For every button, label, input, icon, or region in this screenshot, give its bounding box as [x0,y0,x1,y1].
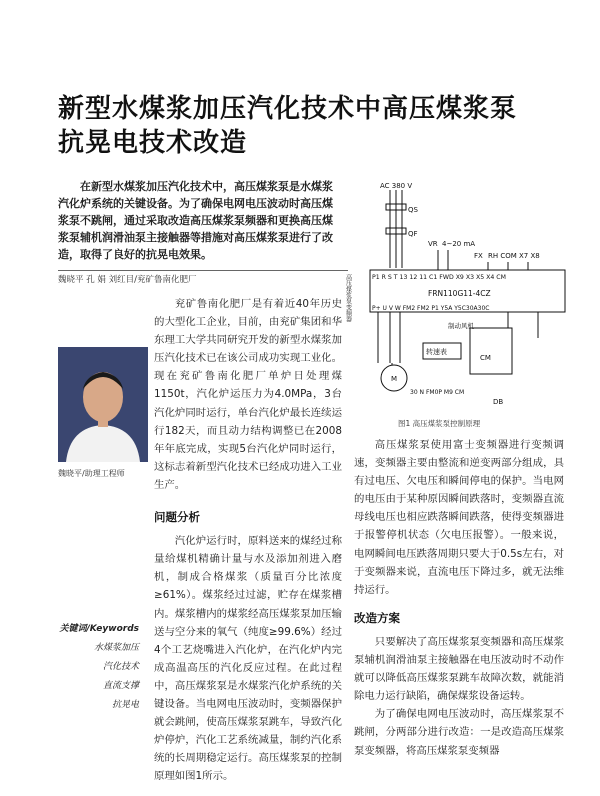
bottom-terminals: P+ U V W FM2 FM2 P1 Y5A Y5C30A30C [372,305,490,312]
fan-label: 制动风机 [448,322,474,330]
qf-label: QF [408,230,418,238]
keyword-item: 直流支撑 [102,681,139,691]
top-terminals: P1 R S T 13 12 11 C1 FWD X9 X3 X5 X4 CM [372,274,506,281]
control-circuit-diagram [344,178,573,416]
authors: 魏晓平 孔 娟 刘红目/兖矿鲁南化肥厂 [58,270,348,286]
section-heading-solution: 改造方案 [354,610,400,625]
bottom-text: 30 N FM0P M9 CM [410,389,465,396]
figure-caption: 图1 高压煤浆泵控制原理 [398,419,481,428]
author-photo [58,347,148,462]
abstract-text: 在新型水煤浆加压汽化技术中，高压煤浆泵是水煤浆汽化炉系统的关键设备。为了确保电网电压波动时高压煤浆泵不跳闸，通过采取改造高压煤浆泵频器和更换高压煤浆泵辅机润滑油泵主接触器等措施对高压煤浆泵进行了改造，取得了良好的抗晃电效果。 [58,180,333,261]
qs-label: QS [408,206,418,214]
article-title [58,92,578,160]
right-paragraph-3: 为了确保电网电压波动时，高压煤浆泵不跳闸，分两部分进行改造：一是改造高压煤浆泵变频器，将高压煤浆泵变频器 [354,708,564,757]
section-heading-problem: 问题分析 [154,510,200,525]
vr-label: VR [428,240,438,248]
keyword-item: 抗晃电 [111,700,139,710]
rh-label: RH COM X7 X8 [488,252,540,260]
cm-label: CM [480,354,491,362]
keywords [54,620,139,715]
vfd-model: FRN110G11-4CZ [428,289,491,298]
abstract [58,178,343,263]
column-right [354,436,564,760]
keyword-item: 汽化技术 [102,662,139,672]
intro-paragraph: 兖矿鲁南化肥厂是有着近40年历史的大型化工企业，目前，由兖矿集团和华东理工大学共同研究开发的新型水煤浆加压汽化技术已在该公司成功实现工业化。现在兖矿鲁南化肥厂单炉日处理煤1150t，汽化炉运压力为4.0MPa，3台汽化炉同时运行，单台汽化炉最长连续运行182天，而且动力结构调整已在2008年年底完成，实现5台汽化炉同时运行，这标志着新型汽化技术已经成功进入工业生产。 [154,298,342,491]
problem-paragraph: 汽化炉运行时，原料送来的煤经过称量给煤机精确计量与水及添加剂进入磨机，制成合格煤浆（质量百分比浓度≥61%）。煤浆经过过滤，贮存在煤浆槽内。煤浆槽内的煤浆经高压煤浆泵加压输送与空分来的氧气（纯度≥99.6%）经过4个工艺烧嘴进入汽化炉，在汽化炉内完成高温高压的汽化反应过程。在此过程中，高压煤浆泵是水煤浆汽化炉系统的关键设备。当电网电压波动时，变频器保护就会跳闸，使高压煤浆泵跳车，导致汽化炉停炉，汽化工艺系统减量，制约汽化系统的长周期稳定运行。高压煤浆泵的控制原理如图1所示。 [154,535,342,783]
title-line-1: 新型水煤浆加压汽化技术中高压煤浆泵 [58,94,518,124]
portrait-image [58,347,148,462]
motor-label: M [391,375,398,383]
keywords-label: 关键词/Keywords [59,624,139,634]
keyword-item: 水煤浆加压 [93,643,139,653]
right-paragraph-1: 高压煤浆泵使用富士变频器进行变频调速，变频器主要由整流和逆变两部分组成，具有过电压、欠电压和瞬间停电的保护。当电网的电压由于某种原因瞬间跌落时，变频器直流母线电压也相应跌落瞬间跌落，使得变频器进于报警停机状态（欠电压报警）。一般来说，电网瞬间电压跌落周期只要大于0.5s左右，对于变频器来说，直流电压下降过多，就无法维持运行。 [354,439,564,596]
ac-label: AC 380 V [380,182,413,190]
title-line-2: 抗晃电技术改造 [58,128,248,158]
column-left [154,295,342,785]
speed-table-label: 转速表 [426,348,447,356]
fx-label: FX [474,252,483,260]
ma-label: 4~20 mA [442,240,476,248]
photo-caption: 魏晓平/助理工程师 [58,469,125,478]
right-paragraph-2: 只要解决了高压煤浆泵变频器和高压煤浆泵辅机润滑油泵主接触器在电压波动时不动作就可以降低高压煤浆泵跳车故障次数，就能消除电力运行缺陷，确保煤浆设备运转。 [354,635,564,703]
side-label: 高压煤浆泵变频器 [344,274,352,322]
db-label: DB [493,398,504,406]
